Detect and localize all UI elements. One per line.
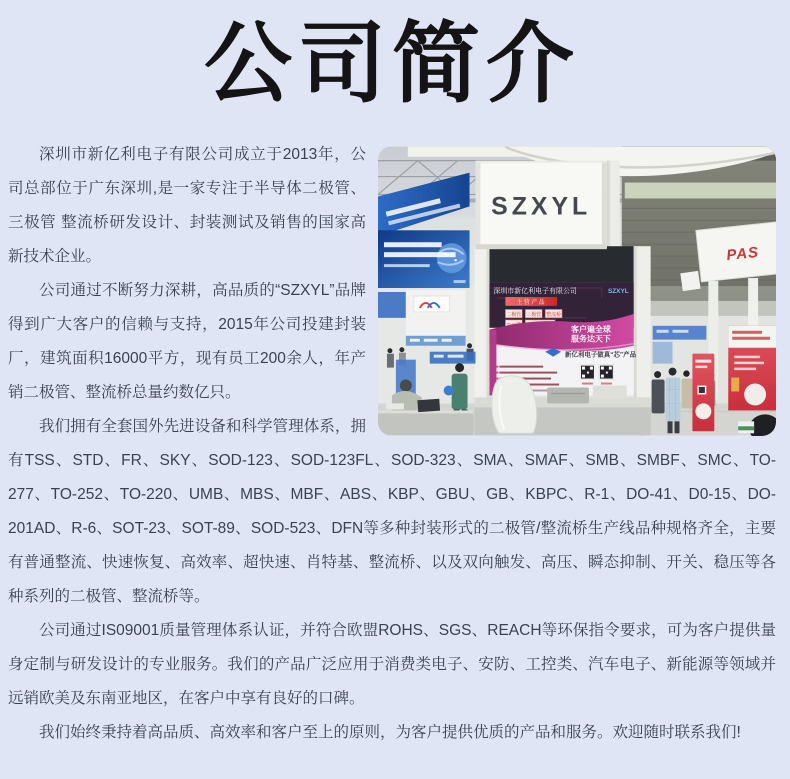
panel-slogan-line2: 服务达天下: [571, 334, 611, 344]
standing-banner: [692, 354, 714, 432]
tag-diode: 二极管: [506, 313, 522, 319]
tower-logo-text: SZXYL: [491, 192, 592, 221]
exhibition-booth-photo: [378, 146, 776, 436]
panel-logo-text: SZXYL: [607, 288, 629, 296]
neighbor-logo-text: PAS: [725, 243, 760, 265]
paragraph-closing: 我们始终秉持着高品质、高效率和客户至上的原则，为客户提供优质的产品和服务。欢迎随时联系我们!: [39, 724, 741, 742]
booth-photo-illustration: [378, 146, 776, 436]
paragraph-quality: 公司通过IS09001质量管理体系认证，并符合欧盟ROHS、SGS、REACH等环保指令要求，可为客户提供量身定制与研发设计的专业服务。我们的产品广泛应用于消费类电子、安防、工控类、汽车电子、新能源等领域并远销欧美及东南亚地区，在客户中享有良好的口碑。: [8, 622, 776, 708]
panel-tagline: 新亿利电子做真“芯”产品: [565, 351, 637, 359]
paragraph-intro: 深圳市新亿利电子有限公司成立于2013年，公司总部位于广东深圳,是一家专注于半导体二极管、三极管 整流桥研发设计、封装测试及销售的国家高新技术企业。: [8, 146, 366, 266]
content-body: [8, 138, 776, 750]
tag-bridge: 整流桥: [546, 313, 562, 319]
expo-banner-globe: [378, 230, 470, 288]
page-title: 公司简介: [203, 14, 580, 113]
red-poster: [728, 326, 776, 411]
panel-company-name: 深圳市新亿利电子有限公司: [493, 288, 577, 296]
paragraph-capability: 我们拥有全套国外先进设备和科学管理体系，拥有TSS、STD、FR、SKY、SOD-123、SOD-123FL、SOD-323、SMA、SMAF、SMB、SMBF、SMC、TO-277、TO-252、TO-220、UMB、MBS、MBF、ABS、KBP、GBU、GB、KBPC、R-1、DO-41、D0-15、DO-201AD、R-6、SOT-23、SOT-89、SOD-523、DFN等多种封装形式的二极管/整流桥生产线品种规格齐全，主要有普通整流、快速恢复、高效率、超快速、肖特基、整流桥、以及双向触发、高压、瞬态抑制、开关、稳压等各种系列的二极管、整流桥等。: [8, 418, 776, 606]
panel-banner-text: 主营产品: [516, 300, 547, 307]
panel-slogan-line1: 客户遍全球: [571, 324, 611, 334]
paragraph-brand: 公司通过不断努力深耕，高品质的“SZXYL”品牌得到广大客户的信赖与支持，2015年公司投建封装厂，建筑面积16000平方，现有员工200余人，年产销二极管、整流桥总量约数亿只。: [8, 282, 366, 402]
tag-transistor: 三极管: [526, 313, 542, 319]
